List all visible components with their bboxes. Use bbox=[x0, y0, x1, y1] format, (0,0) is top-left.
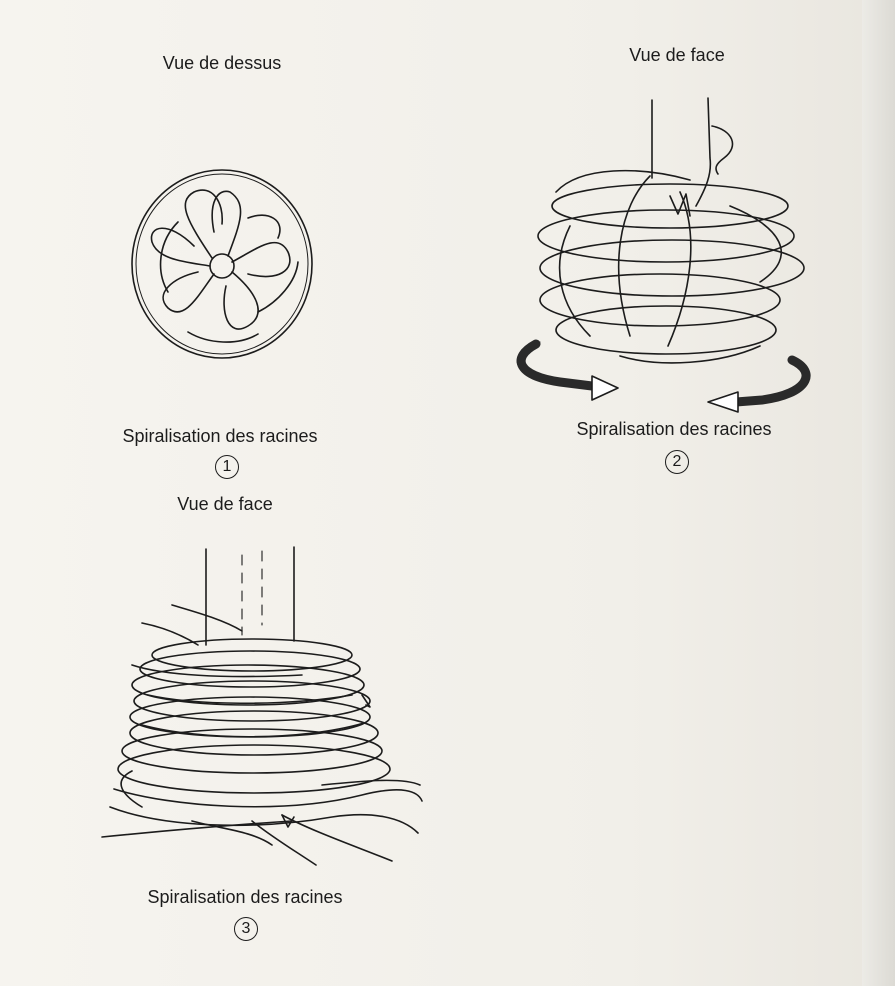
root-spiral-front-view-drawing bbox=[500, 96, 820, 408]
figure1-view-label: Vue de dessus bbox=[162, 53, 282, 73]
adjacent-page-edge bbox=[862, 0, 895, 986]
figure1-number-badge: 1 bbox=[215, 455, 239, 479]
figure3-view-label: Vue de face bbox=[177, 494, 273, 514]
figure2-caption: Spiralisation des racines bbox=[576, 419, 772, 439]
figure1-caption: Spiralisation des racines bbox=[122, 426, 318, 446]
figure3-number-badge: 3 bbox=[234, 917, 258, 941]
figure2-number-badge: 2 bbox=[665, 450, 689, 474]
root-spiral-dense-front-view-drawing bbox=[102, 545, 432, 870]
root-spiral-top-view-drawing bbox=[128, 162, 318, 362]
figure2-view-label: Vue de face bbox=[629, 45, 725, 65]
figure3-caption: Spiralisation des racines bbox=[147, 887, 343, 907]
